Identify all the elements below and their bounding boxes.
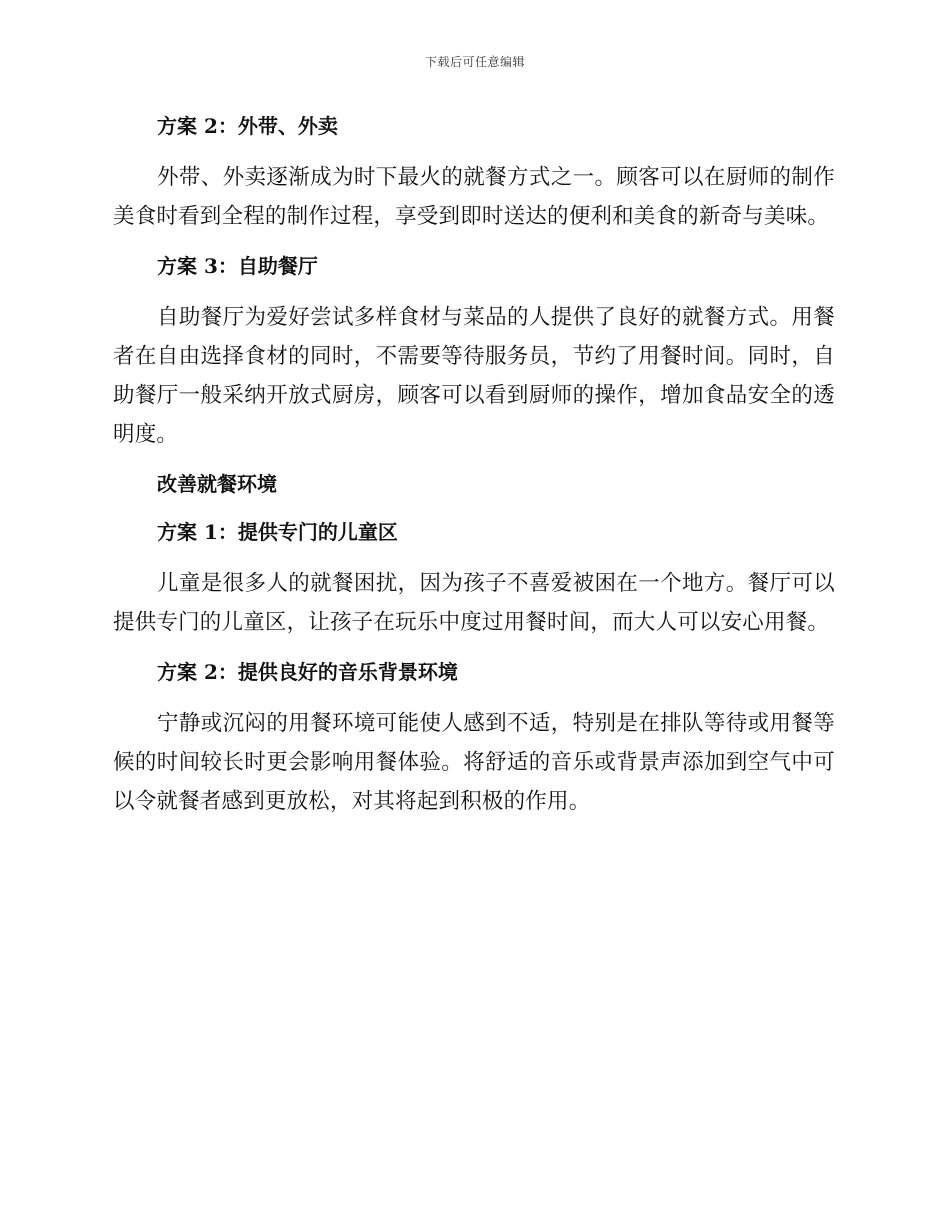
paragraph-takeout: 外带、外卖逐渐成为时下最火的就餐方式之一。顾客可以在厨师的制作美食时看到全程的制作过程，享受到即时送达的便利和美食的新奇与美味。 bbox=[113, 165, 835, 229]
heading-music-environment: 方案 2：提供良好的音乐背景环境 bbox=[157, 660, 458, 684]
paragraph-buffet: 自助餐厅为爱好尝试多样食材与菜品的人提供了良好的就餐方式。用餐者在自由选择食材的同时，不需要等待服务员，节约了用餐时间。同时，自助餐厅一般采纳开放式厨房，顾客可以看到厨师的操作，增加食品安全的透明度。 bbox=[113, 305, 835, 447]
paragraph-kids-area: 儿童是很多人的就餐困扰，因为孩子不喜爱被困在一个地方。餐厅可以提供专门的儿童区，让孩子在玩乐中度过用餐时间，而大人可以安心用餐。 bbox=[113, 571, 835, 635]
heading-buffet: 方案 3：自助餐厅 bbox=[157, 254, 318, 278]
heading-improve-environment: 改善就餐环境 bbox=[157, 472, 277, 496]
heading-takeout: 方案 2：外带、外卖 bbox=[157, 114, 338, 138]
header-note: 下载后可任意编辑 bbox=[424, 55, 525, 69]
document-body bbox=[113, 110, 835, 835]
paragraph-music-environment: 宁静或沉闷的用餐环境可能使人感到不适，特别是在排队等待或用餐等候的时间较长时更会影响用餐体验。将舒适的音乐或背景声添加到空气中可以令就餐者感到更放松，对其将起到积极的作用。 bbox=[113, 711, 835, 814]
heading-kids-area: 方案 1：提供专门的儿童区 bbox=[157, 520, 398, 544]
